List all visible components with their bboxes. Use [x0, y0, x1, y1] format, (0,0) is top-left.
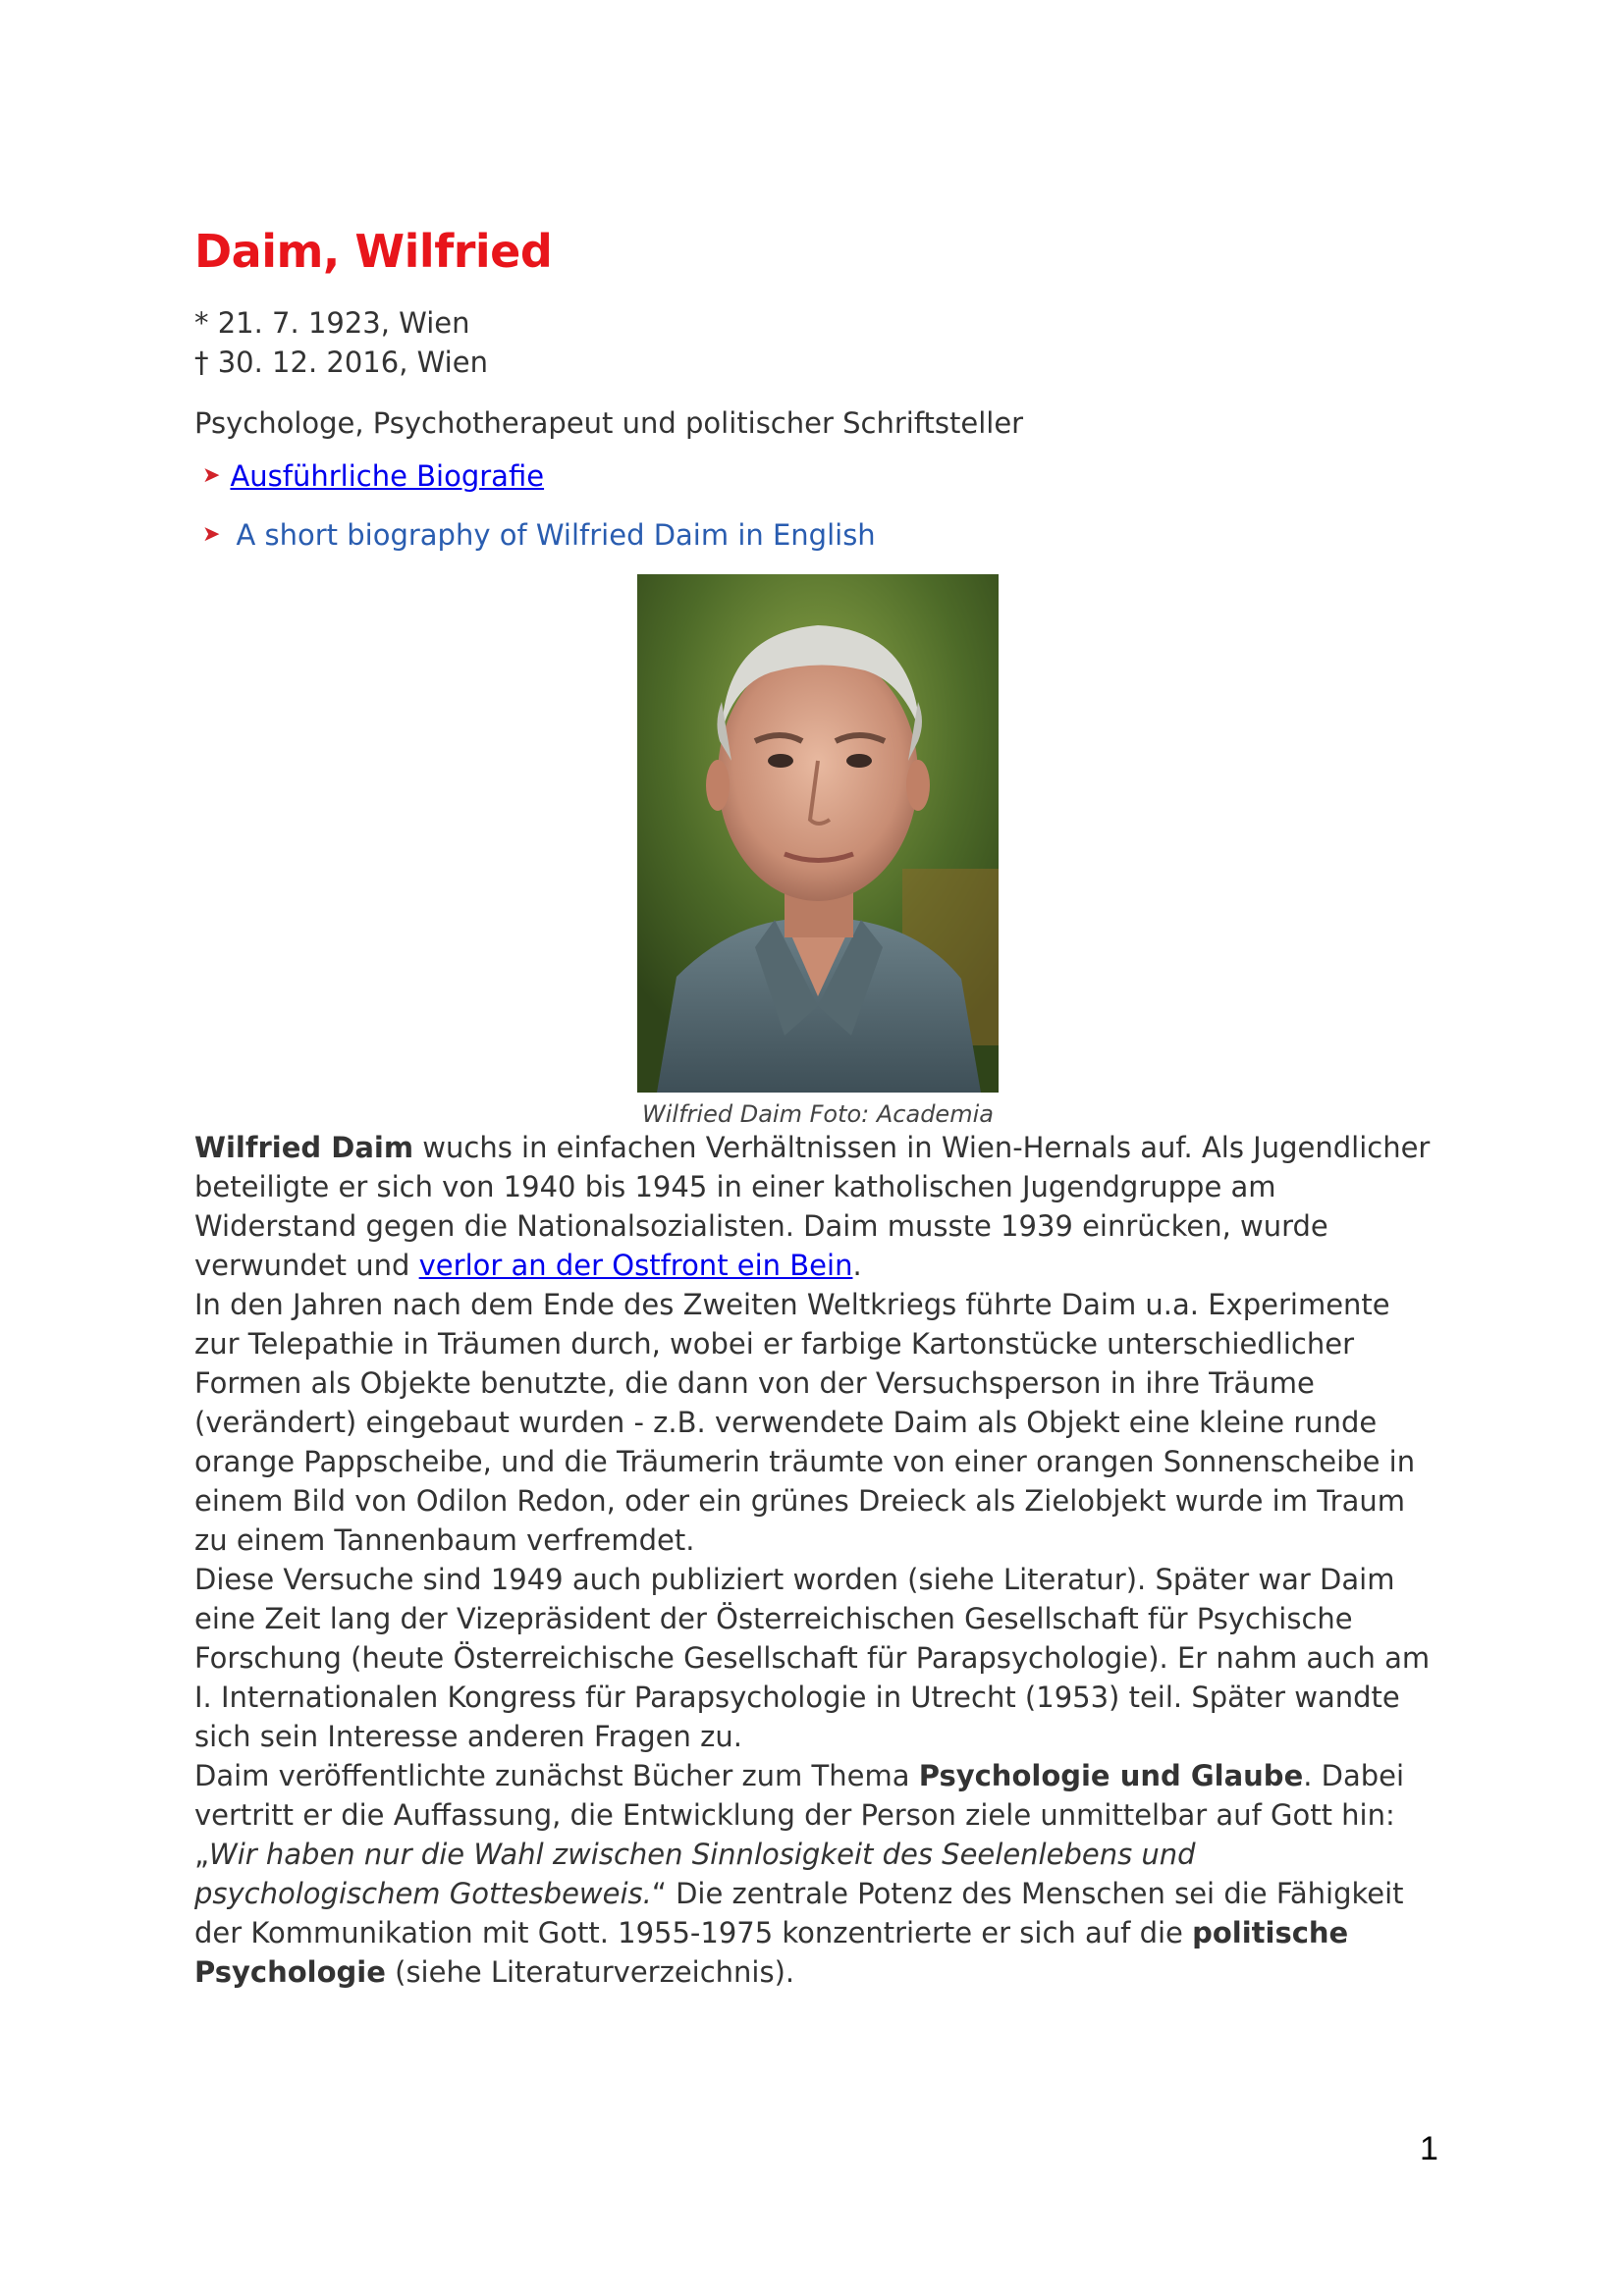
page-number: 1 — [1420, 2130, 1438, 2167]
paragraph-1-text-a: wuchs in einfachen Verhältnissen in Wien-Hernals auf. Als Jugendlicher beteiligte er sich von 1940 bis 1945 in einer katholischen Jugendgruppe am Widerstand gegen die Nationalsozialisten. Daim musste 1939 einrücken, wurde verwundet und — [194, 1130, 1431, 1282]
birth-date: * 21. 7. 1923, Wien — [194, 305, 470, 340]
english-biography-link[interactable]: A short biography of Wilfried Daim in English — [236, 517, 876, 552]
portrait-figure — [194, 574, 1441, 1128]
death-date: † 30. 12. 2016, Wien — [194, 345, 488, 379]
link-item-english — [194, 515, 1441, 555]
ostfront-link[interactable]: verlor an der Ostfront ein Bein — [418, 1248, 853, 1282]
topic-psychology-faith: Psychologie und Glaube — [918, 1758, 1304, 1792]
subject-name: Wilfried Daim — [194, 1130, 414, 1164]
topic-political-psychology: politische Psychologie — [194, 1915, 1349, 1989]
portrait-photo — [637, 574, 999, 1093]
portrait-illustration — [637, 574, 999, 1093]
link-item-biography — [194, 456, 1441, 496]
arrowhead-bullet-icon: ➤ — [202, 462, 221, 488]
paragraph-4-text-b: . Dabei vertritt er die Auffassung, die Entwicklung der Person ziele unmittelbar auf Gott hin: „ — [194, 1758, 1405, 1871]
life-dates — [194, 303, 1441, 382]
biography-link[interactable]: Ausführliche Biografie — [230, 458, 545, 493]
paragraph-1 — [194, 1128, 1441, 1285]
link-list — [194, 456, 1441, 555]
paragraph-1-text-b: . — [852, 1248, 862, 1282]
paragraph-4-text-c: “ Die zentrale Potenz des Menschen sei die Fähigkeit der Kommunikation mit Gott. 1955-1975 konzentrierte er sich auf die — [194, 1876, 1404, 1949]
quotation: Wir haben nur die Wahl zwischen Sinnlosigkeit des Seelenlebens und psychologischem Gottesbeweis. — [194, 1837, 1196, 1910]
paragraph-4-text-d: (siehe Literaturverzeichnis). — [385, 1954, 795, 1989]
occupation: Psychologe, Psychotherapeut und politischer Schriftsteller — [194, 405, 1024, 440]
page-title: Daim, Wilfried — [194, 225, 553, 278]
paragraph-4 — [194, 1756, 1441, 1992]
arrowhead-bullet-icon: ➤ — [202, 521, 221, 547]
document-page — [194, 226, 1441, 1992]
paragraph-4-text-a: Daim veröffentlichte zunächst Bücher zum Thema — [194, 1758, 919, 1792]
paragraph-3: Diese Versuche sind 1949 auch publiziert worden (siehe Literatur). Später war Daim eine Zeit lang der Vizepräsident der Österreichischen Gesellschaft für Psychische Forschung (heute Österreichische Gesellschaft für Parapsychologie). Er nahm auch am I. Internationalen Kongress für Parapsychologie in Utrecht (1953) teil. Später wandte sich sein Interesse anderen Fragen zu. — [194, 1562, 1431, 1753]
paragraph-2: In den Jahren nach dem Ende des Zweiten Weltkriegs führte Daim u.a. Experimente zur Telepathie in Träumen durch, wobei er farbige Kartonstücke unterschiedlicher Formen als Objekte benutzte, die dann von der Versuchsperson in ihre Träume (verändert) eingebaut wurden - z.B. verwendete Daim als Objekt eine kleine runde orange Pappscheibe, und die Träumerin träumte von einer orangen Sonnenscheibe in einem Bild von Odilon Redon, oder ein grünes Dreieck als Zielobjekt wurde im Traum zu einem Tannenbaum verfremdet. — [194, 1287, 1416, 1557]
photo-caption: Wilfried Daim Foto: Academia — [642, 1099, 994, 1128]
